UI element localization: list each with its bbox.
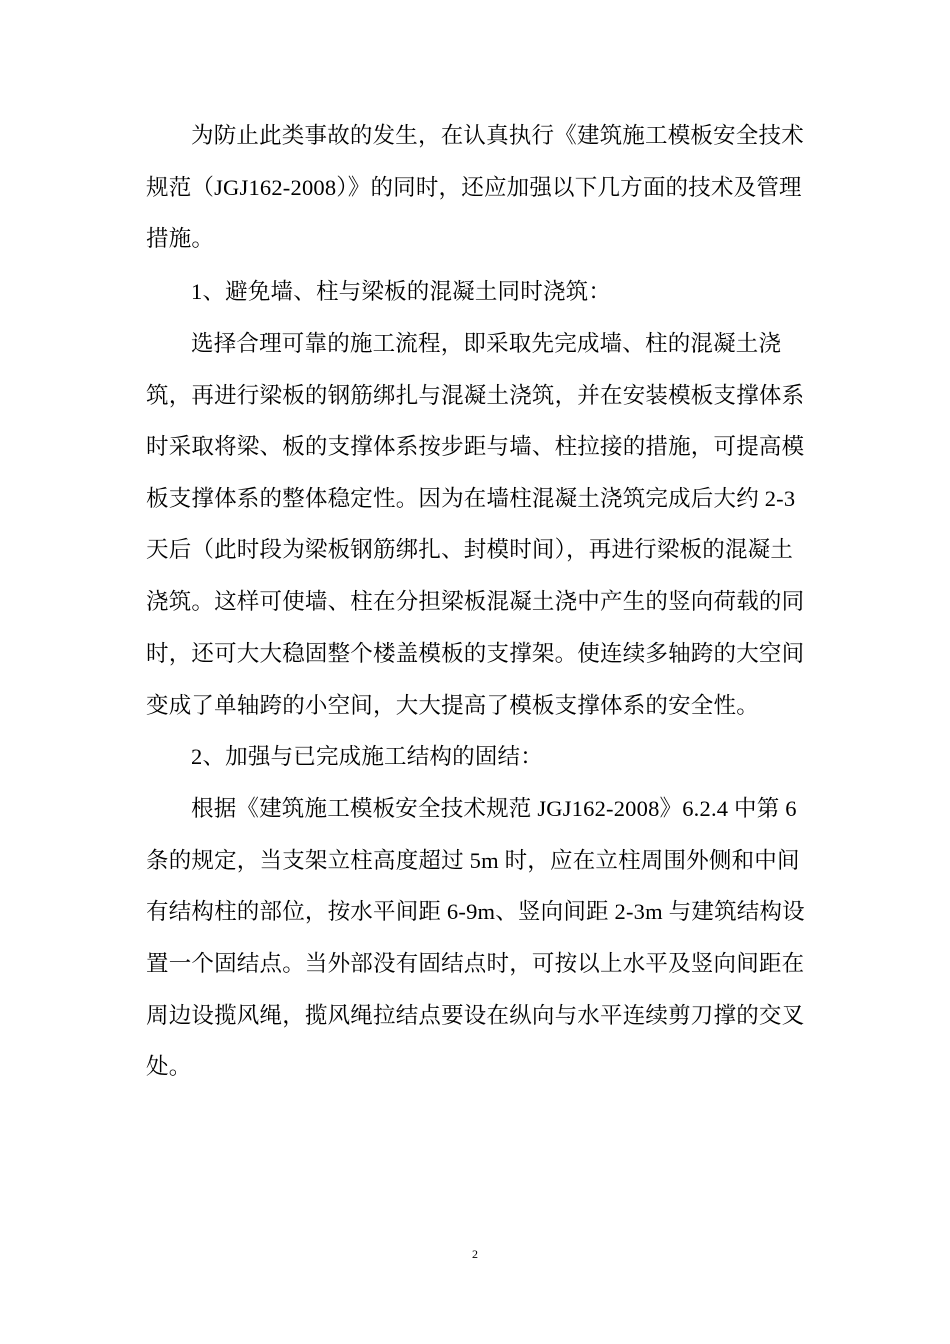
paragraph-2-line-7: 时，还可大大稳固整个楼盖模板的支撑架。使连续多轴跨的大空间	[146, 641, 805, 666]
paragraph-2-line-6: 浇筑。这样可使墙、柱在分担梁板混凝土浇中产生的竖向荷载的同	[146, 589, 805, 614]
paragraph-3-line-2: 条的规定，当支架立柱高度超过 5m 时，应在立柱周围外侧和中间	[146, 848, 800, 873]
paragraph-3-line-3: 有结构柱的部位，按水平间距 6-9m、竖向间距 2-3m 与建筑结构设	[146, 899, 805, 924]
paragraph-3-line-1: 根据《建筑施工模板安全技术规范 JGJ162-2008》6.2.4 中第 6	[191, 796, 797, 821]
paragraph-3-line-4: 置一个固结点。当外部没有固结点时，可按以上水平及竖向间距在	[146, 951, 805, 976]
paragraph-1-line-1: 为防止此类事故的发生，在认真执行《建筑施工模板安全技术	[191, 123, 804, 148]
paragraph-2-line-8: 变成了单轴跨的小空间，大大提高了模板支撑体系的安全性。	[146, 693, 759, 718]
paragraph-2-line-1: 选择合理可靠的施工流程，即采取先完成墙、柱的混凝土浇	[191, 331, 782, 356]
page-number: 2	[472, 1247, 478, 1261]
paragraph-2-line-2: 筑，再进行梁板的钢筋绑扎与混凝土浇筑，并在安装模板支撑体系	[146, 383, 805, 408]
paragraph-1-line-3: 措施。	[146, 226, 215, 251]
paragraph-2-line-3: 时采取将梁、板的支撑体系按步距与墙、柱拉接的措施，可提高模	[146, 434, 805, 459]
paragraph-2-line-4: 板支撑体系的整体稳定性。因为在墙柱混凝土浇筑完成后大约 2-3	[146, 486, 796, 511]
paragraph-1-line-2: 规范（JGJ162-2008）》的同时，还应加强以下几方面的技术及管理	[146, 175, 802, 200]
paragraph-2-line-5: 天后（此时段为梁板钢筋绑扎、封模时间），再进行梁板的混凝土	[146, 537, 794, 562]
section-heading-2: 2、加强与已完成施工结构的固结：	[191, 744, 543, 769]
paragraph-3-line-5: 周边设揽风绳，揽风绳拉结点要设在纵向与水平连续剪刀撑的交叉	[146, 1003, 805, 1028]
paragraph-3-line-6: 处。	[146, 1054, 192, 1079]
section-heading-1: 1、避免墙、柱与梁板的混凝土同时浇筑：	[191, 279, 612, 304]
